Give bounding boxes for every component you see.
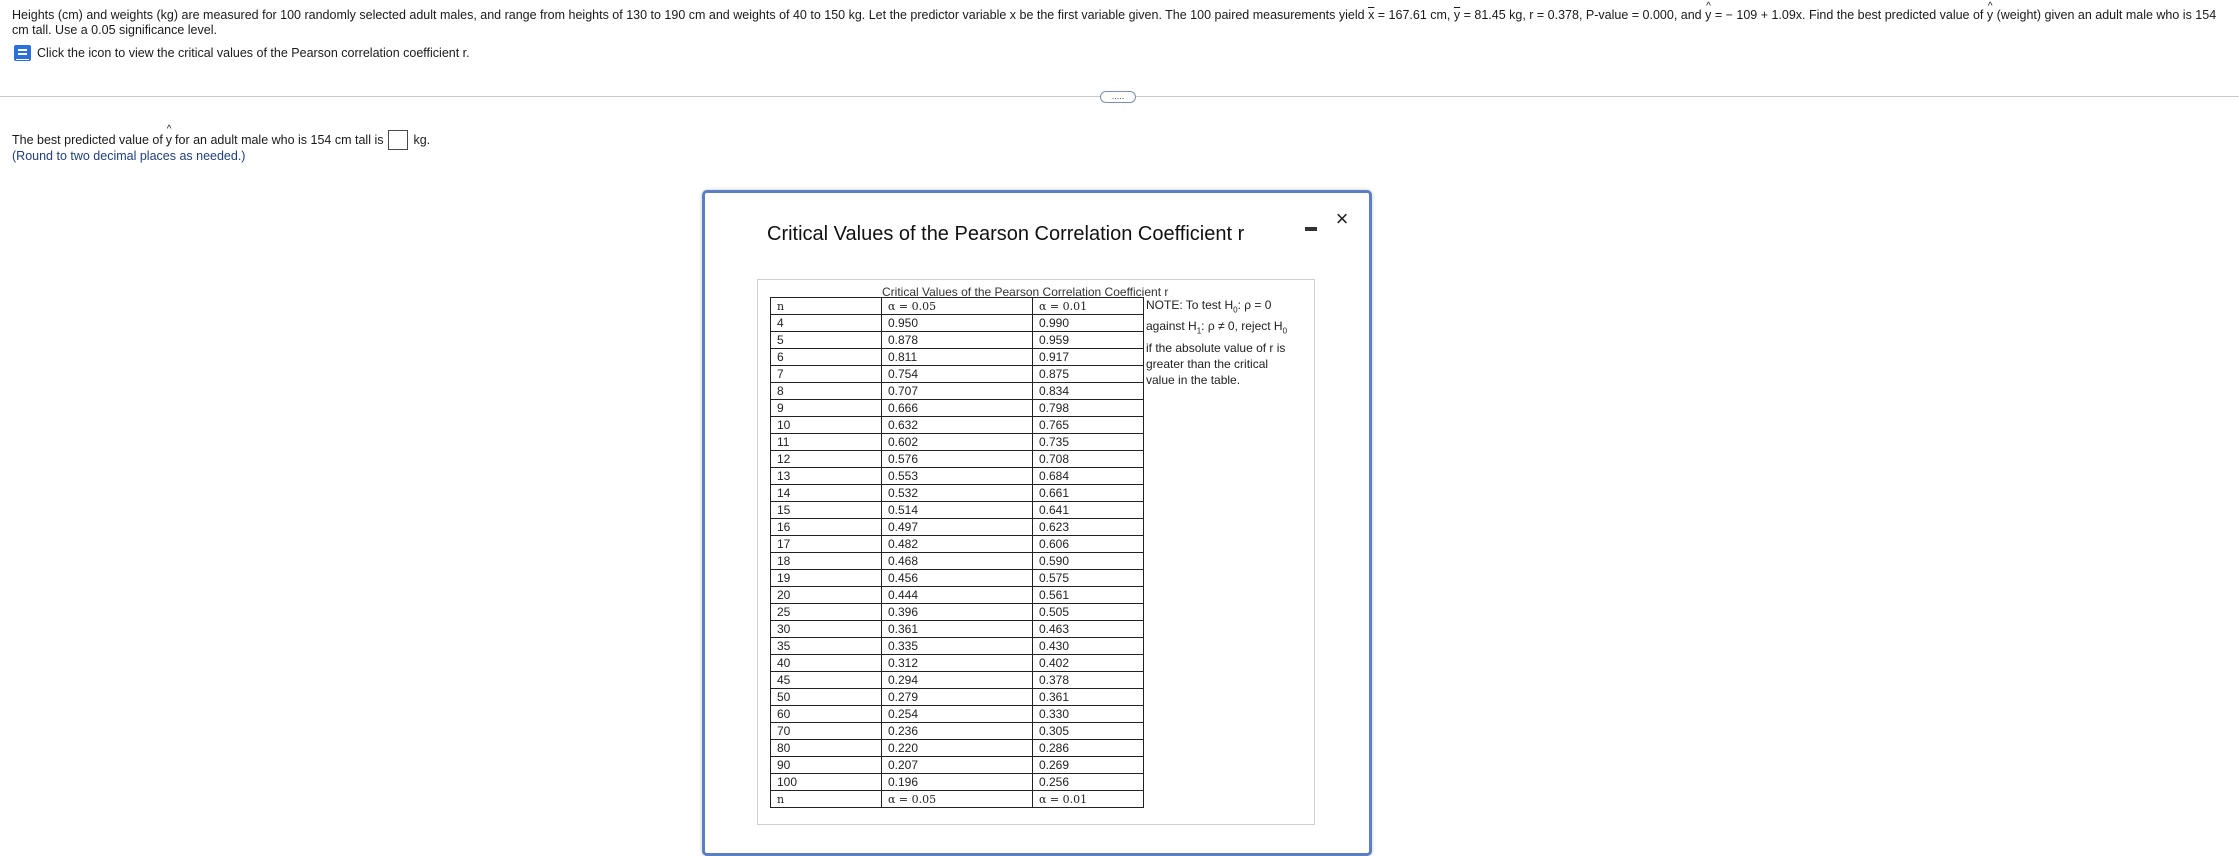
cell-alpha-005: 0.335	[882, 638, 1033, 655]
cell-n: 35	[771, 638, 882, 655]
table-row	[771, 315, 1144, 332]
cell-n: 10	[771, 417, 882, 434]
table-row	[771, 638, 1144, 655]
cell-n: 18	[771, 553, 882, 570]
cell-alpha-005: 0.312	[882, 655, 1033, 672]
y-bar-symbol: $\overline{y}$	[1453, 8, 1461, 22]
cell-n: 9	[771, 400, 882, 417]
cell-alpha-005: 0.456	[882, 570, 1033, 587]
table-footer-row	[771, 791, 1144, 808]
cell-n: 70	[771, 723, 882, 740]
cell-alpha-001: 0.286	[1033, 740, 1144, 757]
cell-alpha-005: 0.444	[882, 587, 1033, 604]
cell-alpha-005: 0.532	[882, 485, 1033, 502]
cell-n: 4	[771, 315, 882, 332]
cell-n: 20	[771, 587, 882, 604]
cell-n: 7	[771, 366, 882, 383]
cell-alpha-005: 0.576	[882, 451, 1033, 468]
cell-alpha-005: 0.632	[882, 417, 1033, 434]
table-panel	[757, 279, 1315, 825]
cell-alpha-001: 0.684	[1033, 468, 1144, 485]
cell-n: 16	[771, 519, 882, 536]
cell-alpha-001: 0.269	[1033, 757, 1144, 774]
rounding-hint: (Round to two decimal places as needed.)	[12, 149, 246, 163]
cell-alpha-005: 0.754	[882, 366, 1033, 383]
answer-unit: kg.	[413, 133, 431, 147]
critical-values-link-label: Click the icon to view the critical values of the Pearson correlation coefficient r.	[37, 46, 470, 60]
cell-alpha-001: 0.798	[1033, 400, 1144, 417]
cell-alpha-005: 0.279	[882, 689, 1033, 706]
cell-alpha-001: 0.917	[1033, 349, 1144, 366]
cell-n: 6	[771, 349, 882, 366]
header-alpha-005: α = 0.05	[882, 298, 1033, 315]
table-row	[771, 774, 1144, 791]
cell-n: 15	[771, 502, 882, 519]
cell-alpha-001: 0.561	[1033, 587, 1144, 604]
x-bar-symbol: $\overline{x}$	[1368, 8, 1375, 22]
cell-alpha-005: 0.950	[882, 315, 1033, 332]
table-row	[771, 672, 1144, 689]
cell-n: 8	[771, 383, 882, 400]
cell-n: 50	[771, 689, 882, 706]
cell-alpha-005: 0.236	[882, 723, 1033, 740]
cell-alpha-001: 0.402	[1033, 655, 1144, 672]
table-row	[771, 706, 1144, 723]
table-row	[771, 468, 1144, 485]
table-row	[771, 536, 1144, 553]
cell-alpha-001: 0.606	[1033, 536, 1144, 553]
cell-n: 25	[771, 604, 882, 621]
table-row	[771, 400, 1144, 417]
cell-alpha-001: 0.959	[1033, 332, 1144, 349]
cell-alpha-005: 0.811	[882, 349, 1033, 366]
table-note: NOTE: To test $H_0$: ρ = 0 against $H_1$: ρ ≠ 0, reject $H_0$ if the absolute value of r is greater than the critical value in the table.	[1146, 298, 1288, 387]
cell-n: 40	[771, 655, 882, 672]
y-hat-symbol-3: ^ y	[166, 133, 172, 147]
cell-alpha-005: 0.497	[882, 519, 1033, 536]
cell-n: 45	[771, 672, 882, 689]
critical-values-dialog	[702, 190, 1372, 856]
cell-alpha-005: 0.196	[882, 774, 1033, 791]
book-icon[interactable]	[14, 45, 31, 61]
minimize-button[interactable]	[1305, 227, 1317, 231]
cell-alpha-005: 0.482	[882, 536, 1033, 553]
cell-alpha-001: 0.305	[1033, 723, 1144, 740]
table-row	[771, 366, 1144, 383]
cell-n: 12	[771, 451, 882, 468]
footer-n: n	[771, 791, 882, 808]
cell-alpha-005: 0.207	[882, 757, 1033, 774]
cell-n: 100	[771, 774, 882, 791]
cell-alpha-001: 0.590	[1033, 553, 1144, 570]
cell-alpha-005: 0.294	[882, 672, 1033, 689]
cell-n: 14	[771, 485, 882, 502]
cell-alpha-001: 0.575	[1033, 570, 1144, 587]
table-caption: Critical Values of the Pearson Correlation Coefficient r	[882, 285, 1169, 299]
cell-n: 80	[771, 740, 882, 757]
table-row	[771, 417, 1144, 434]
more-options-button[interactable]: .....	[1100, 91, 1136, 103]
answer-input[interactable]	[388, 130, 408, 150]
table-row	[771, 689, 1144, 706]
table-row	[771, 485, 1144, 502]
cell-alpha-001: 0.834	[1033, 383, 1144, 400]
cell-alpha-001: 0.875	[1033, 366, 1144, 383]
table-row	[771, 723, 1144, 740]
footer-alpha-001: α = 0.01	[1033, 791, 1144, 808]
cell-alpha-005: 0.361	[882, 621, 1033, 638]
cell-alpha-001: 0.378	[1033, 672, 1144, 689]
cell-alpha-005: 0.220	[882, 740, 1033, 757]
cell-n: 13	[771, 468, 882, 485]
cell-alpha-005: 0.602	[882, 434, 1033, 451]
cell-alpha-001: 0.330	[1033, 706, 1144, 723]
cell-alpha-001: 0.623	[1033, 519, 1144, 536]
table-row	[771, 570, 1144, 587]
cell-alpha-001: 0.505	[1033, 604, 1144, 621]
y-hat-symbol-2: ^ y	[1987, 8, 1993, 23]
table-row	[771, 383, 1144, 400]
table-row	[771, 553, 1144, 570]
cell-n: 5	[771, 332, 882, 349]
header-n: n	[771, 298, 882, 315]
cell-n: 60	[771, 706, 882, 723]
cell-alpha-001: 0.463	[1033, 621, 1144, 638]
cell-alpha-001: 0.641	[1033, 502, 1144, 519]
table-row	[771, 434, 1144, 451]
cell-n: 30	[771, 621, 882, 638]
cell-alpha-001: 0.735	[1033, 434, 1144, 451]
table-row	[771, 332, 1144, 349]
cell-alpha-005: 0.396	[882, 604, 1033, 621]
cell-alpha-005: 0.878	[882, 332, 1033, 349]
table-row	[771, 621, 1144, 638]
cell-alpha-001: 0.256	[1033, 774, 1144, 791]
cell-alpha-005: 0.514	[882, 502, 1033, 519]
table-row	[771, 519, 1144, 536]
cell-alpha-005: 0.707	[882, 383, 1033, 400]
answer-line: The best predicted value of ^ y for an adult male who is 154 cm tall is kg.	[12, 130, 430, 150]
critical-values-link[interactable]	[14, 45, 470, 61]
cell-alpha-001: 0.430	[1033, 638, 1144, 655]
footer-alpha-005: α = 0.05	[882, 791, 1033, 808]
table-row	[771, 604, 1144, 621]
cell-alpha-001: 0.765	[1033, 417, 1144, 434]
cell-n: 11	[771, 434, 882, 451]
question-text: Heights (cm) and weights (kg) are measured for 100 randomly selected adult males, and range from heights of 130 to 190 cm and weights of 40 to 150 kg. Let the predictor variable x be the first variable given. The 100 paired measurements yield $\overline{x} = 167.61$ cm, $\overline{y} = 81.45$ kg, r = 0.378, P-value = 0.000, and ^ y = − 109 + 1.09x. Find the best predicted value of ^ y (weight) given an adult male who is 154 cm tall. Use a 0.05 significance level.	[12, 8, 2222, 38]
critical-values-table	[770, 297, 1144, 808]
table-row	[771, 587, 1144, 604]
cell-n: 17	[771, 536, 882, 553]
header-alpha-001: α = 0.01	[1033, 298, 1144, 315]
table-row	[771, 757, 1144, 774]
cell-alpha-001: 0.708	[1033, 451, 1144, 468]
cell-alpha-005: 0.666	[882, 400, 1033, 417]
table-row	[771, 451, 1144, 468]
cell-n: 90	[771, 757, 882, 774]
table-header-row	[771, 298, 1144, 315]
dialog-title: Critical Values of the Pearson Correlation Coefficient r	[767, 223, 1245, 245]
cell-alpha-001: 0.990	[1033, 315, 1144, 332]
table-row	[771, 655, 1144, 672]
cell-alpha-001: 0.361	[1033, 689, 1144, 706]
cell-alpha-005: 0.553	[882, 468, 1033, 485]
y-hat-symbol: ^ y	[1705, 8, 1711, 23]
table-row	[771, 502, 1144, 519]
close-icon[interactable]: ×	[1335, 206, 1349, 231]
table-row	[771, 740, 1144, 757]
cell-alpha-005: 0.254	[882, 706, 1033, 723]
cell-alpha-005: 0.468	[882, 553, 1033, 570]
table-row	[771, 349, 1144, 366]
cell-alpha-001: 0.661	[1033, 485, 1144, 502]
cell-n: 19	[771, 570, 882, 587]
